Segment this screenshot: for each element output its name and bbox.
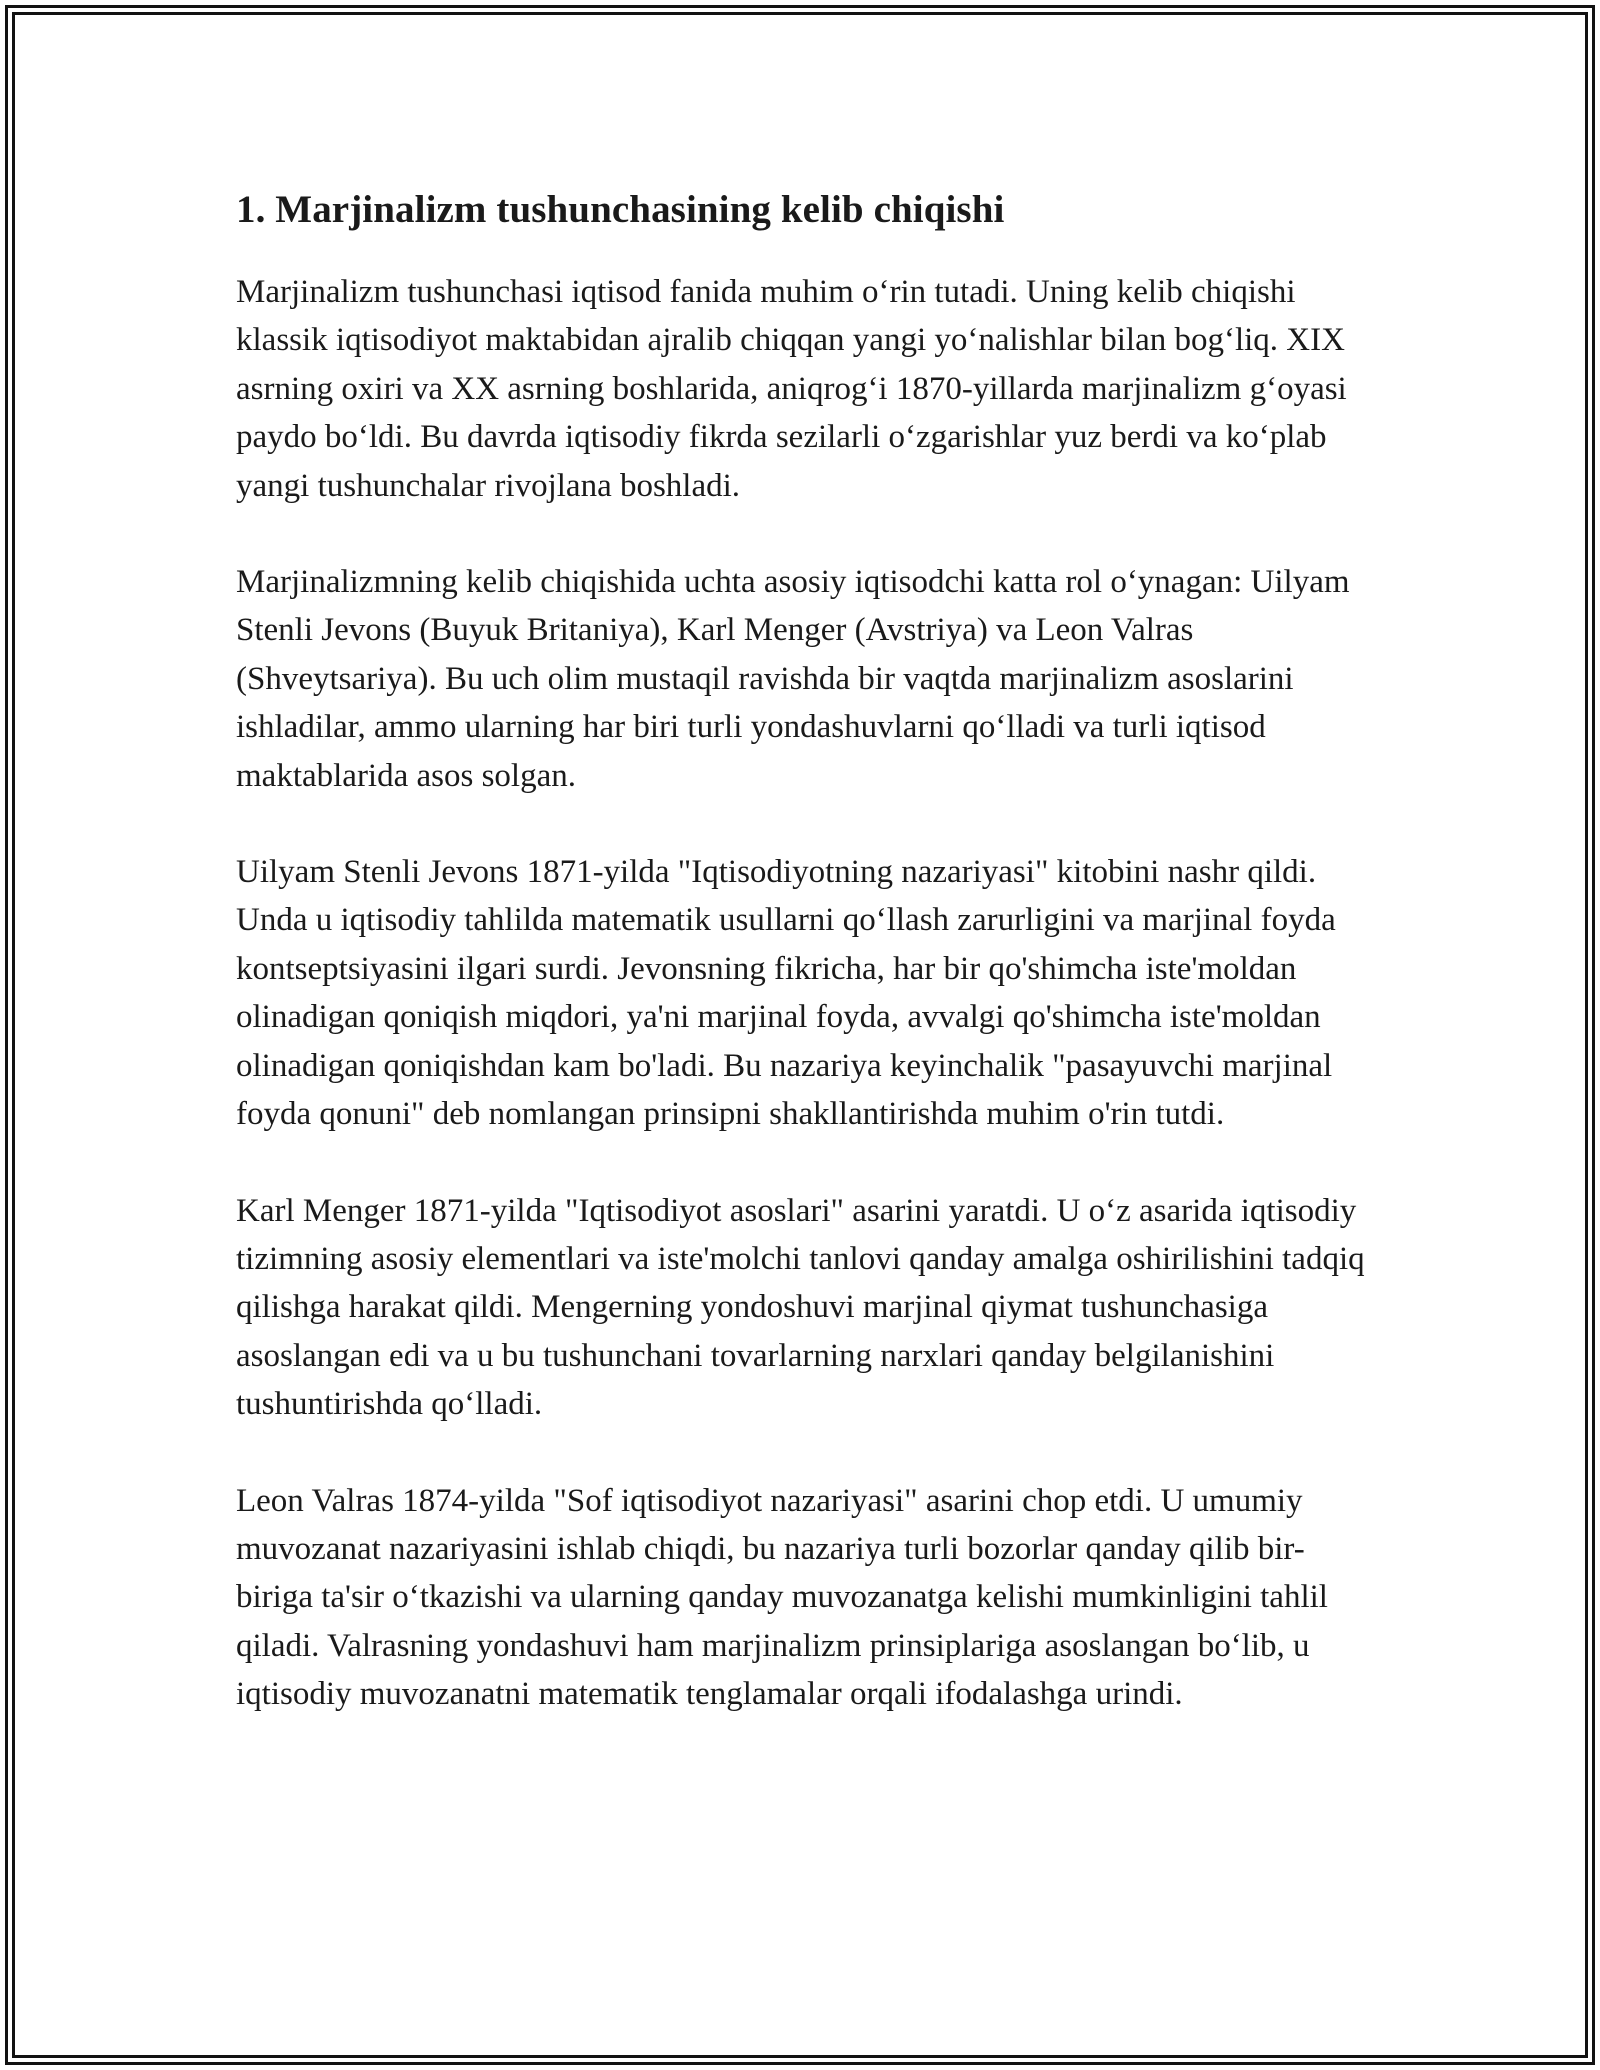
- paragraph-founders: Marjinalizmning kelib chiqishida uchta asosiy iqtisodchi katta rol o‘ynagan: Uilyam Stenli Jevons (Buyuk Britaniya), Karl Menger (Avstriya) va Leon Valras (Shveytsariya). Bu uch olim mustaqil ravishda bir vaqtda marjinalizm asoslarini ishladilar, ammo ularning har biri turli yondashuvlarni qo‘lladi va turli iqtisod maktablarida asos solgan.: [236, 564, 1350, 794]
- document-body: [236, 186, 1376, 1767]
- paragraph-origin: Marjinalizm tushunchasi iqtisod fanida muhim o‘rin tutadi. Uning kelib chiqishi klassik iqtisodiyot maktabidan ajralib chiqqan yangi yo‘nalishlar bilan bog‘liq. XIX asrning oxiri va XX asrning boshlarida, aniqrog‘i 1870-yillarda marjinalizm g‘oyasi paydo bo‘ldi. Bu davrda iqtisodiy fikrda sezilarli o‘zgarishlar yuz berdi va ko‘plab yangi tushunchalar rivojlana boshladi.: [236, 274, 1347, 504]
- paragraph-menger: Karl Menger 1871-yilda "Iqtisodiyot asoslari" asarini yaratdi. U o‘z asarida iqtisodiy tizimning asosiy elementlari va iste'molchi tanlovi qanday amalga oshirilishini tadqiq qilishga harakat qildi. Mengerning yondoshuvi marjinal qiymat tushunchasiga asoslangan edi va u bu tushunchani tovarlarning narxlari qanday belgilanishini tushuntirishda qo‘lladi.: [236, 1192, 1365, 1423]
- section-heading: 1. Marjinalizm tushunchasining kelib chiqishi: [236, 188, 1005, 231]
- paragraph-jevons: Uilyam Stenli Jevons 1871-yilda "Iqtisodiyotning nazariyasi" kitobini nashr qildi. Unda u iqtisodiy tahlilda matematik usullarni qo‘llash zarurligini va marjinal foyda kontseptsiyasini ilgari surdi. Jevonsning fikricha, har bir qo'shimcha iste'moldan olinadigan qoniqish miqdori, ya'ni marjinal foyda, avvalgi qo'shimcha iste'moldan olinadigan qoniqishdan kam bo'ladi. Bu nazariya keyinchalik "pasayuvchi marjinal foyda qonuni" deb nomlangan prinsipni shakllantirishda muhim o'rin tutdi.: [236, 854, 1336, 1133]
- paragraph-walras: Leon Valras 1874-yilda "Sof iqtisodiyot nazariyasi" asarini chop etdi. U umumiy muvozanat nazariyasini ishlab chiqdi, bu nazariya turli bozorlar qanday qilib bir-biriga ta'sir o‘tkazishi va ularning qanday muvozanatga kelishi mumkinligini tahlil qiladi. Valrasning yondashuvi ham marjinalizm prinsiplariga asoslangan bo‘lib, u iqtisodiy muvozanatni matematik tenglamalar orqali ifodalashga urindi.: [236, 1482, 1328, 1713]
